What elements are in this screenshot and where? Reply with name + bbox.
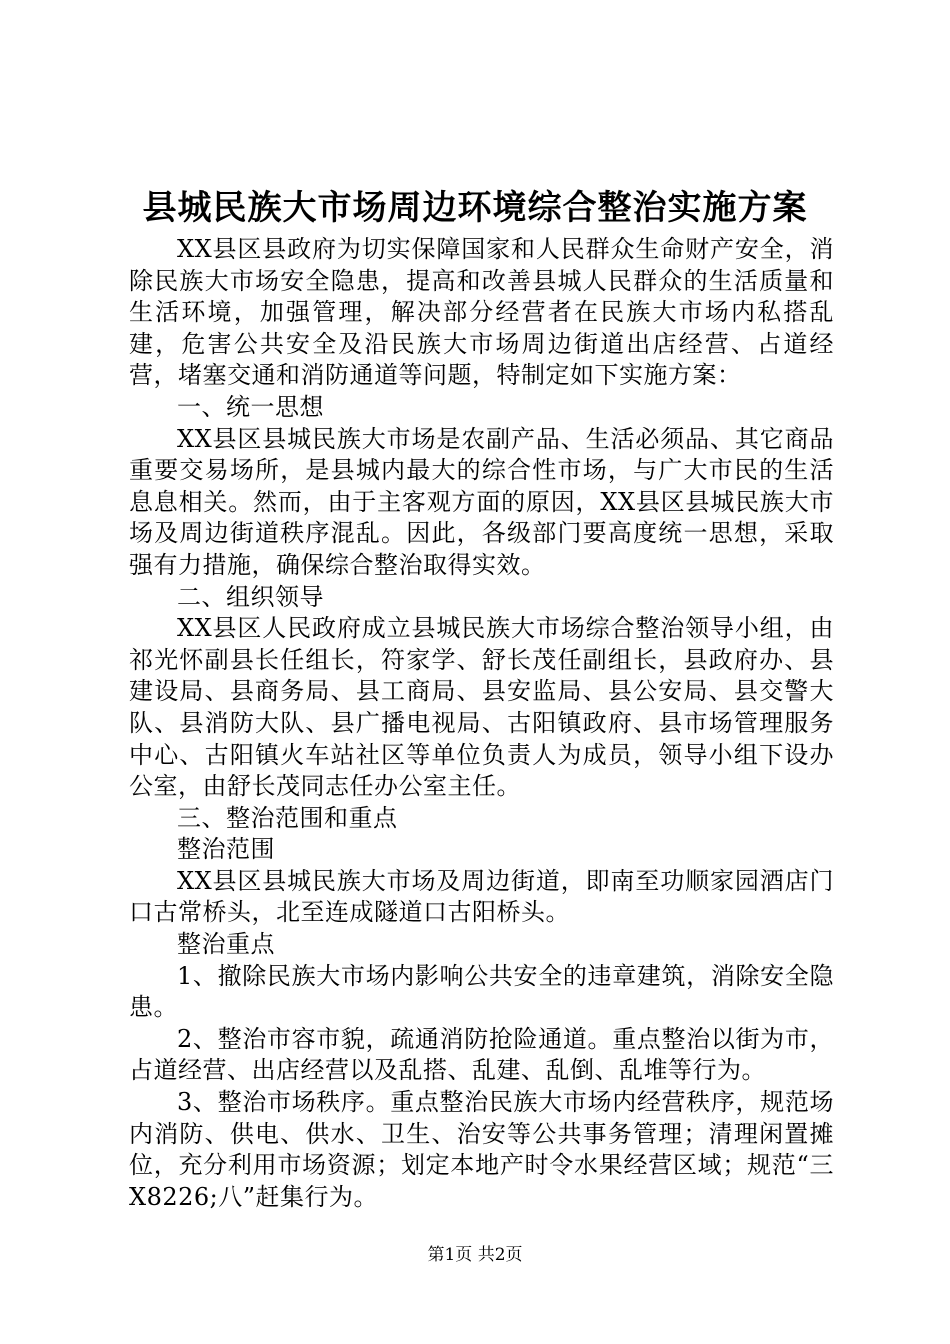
paragraph-scope: XX县区县城民族大市场及周边街道，即南至功顺家园酒店门口古常桥头，北至连成隧道口古阳桥头。 — [129, 866, 834, 927]
subheading-focus: 整治重点 — [177, 930, 275, 959]
page-number-footer: 第1页 共2页 — [427, 1245, 523, 1265]
list-item-1: 1、撤除民族大市场内影响公共安全的违章建筑，消除安全隐患。 — [129, 961, 834, 1022]
paragraph-section-2: XX县区人民政府成立县城民族大市场综合整治领导小组，由祁光怀副县长任组长，符家学、舒长茂任副组长，县政府办、县建设局、县商务局、县工商局、县安监局、县公安局、县交警大队、县消防大队、县广播电视局、古阳镇政府、县市场管理服务中心、古阳镇火车站社区等单位负责人为成员，领导小组下设办公室，由舒长茂同志任办公室主任。 — [129, 614, 834, 801]
paragraph-intro: XX县区县政府为切实保障国家和人民群众生命财产安全，消除民族大市场安全隐患，提高和改善县城人民群众的生活质量和生活环境，加强管理，解决部分经营者在民族大市场内私搭乱建，危害公共安全及沿民族大市场周边街道出店经营、占道经营，堵塞交通和消防通道等问题，特制定如下实施方案： — [129, 235, 834, 390]
subheading-scope: 整治范围 — [177, 835, 275, 864]
paragraph-section-1: XX县区县城民族大市场是农副产品、生活必须品、其它商品重要交易场所，是县城内最大的综合性市场，与广大市民的生活息息相关。然而，由于主客观方面的原因，XX县区县城民族大市场及周边街道秩序混乱。因此，各级部门要高度统一思想，采取强有力措施，确保综合整治取得实效。 — [129, 424, 834, 579]
document-title: 县城民族大市场周边环境综合整治实施方案 — [142, 188, 808, 228]
list-item-2: 2、整治市容市貌，疏通消防抢险通道。重点整治以街为市，占道经营、出店经营以及乱搭、乱建、乱倒、乱堆等行为。 — [129, 1024, 834, 1085]
section-heading-3: 三、整治范围和重点 — [177, 803, 398, 832]
document-body — [129, 234, 834, 1213]
section-heading-1: 一、统一思想 — [177, 392, 324, 421]
list-item-3: 3、整治市场秩序。重点整治民族大市场内经营秩序，规范场内消防、供电、供水、卫生、治安等公共事务管理；清理闲置摊位，充分利用市场资源；划定本地产时令水果经营区域；规范“三X8226;八”赶集行为。 — [129, 1088, 834, 1211]
section-heading-2: 二、组织领导 — [177, 582, 324, 611]
